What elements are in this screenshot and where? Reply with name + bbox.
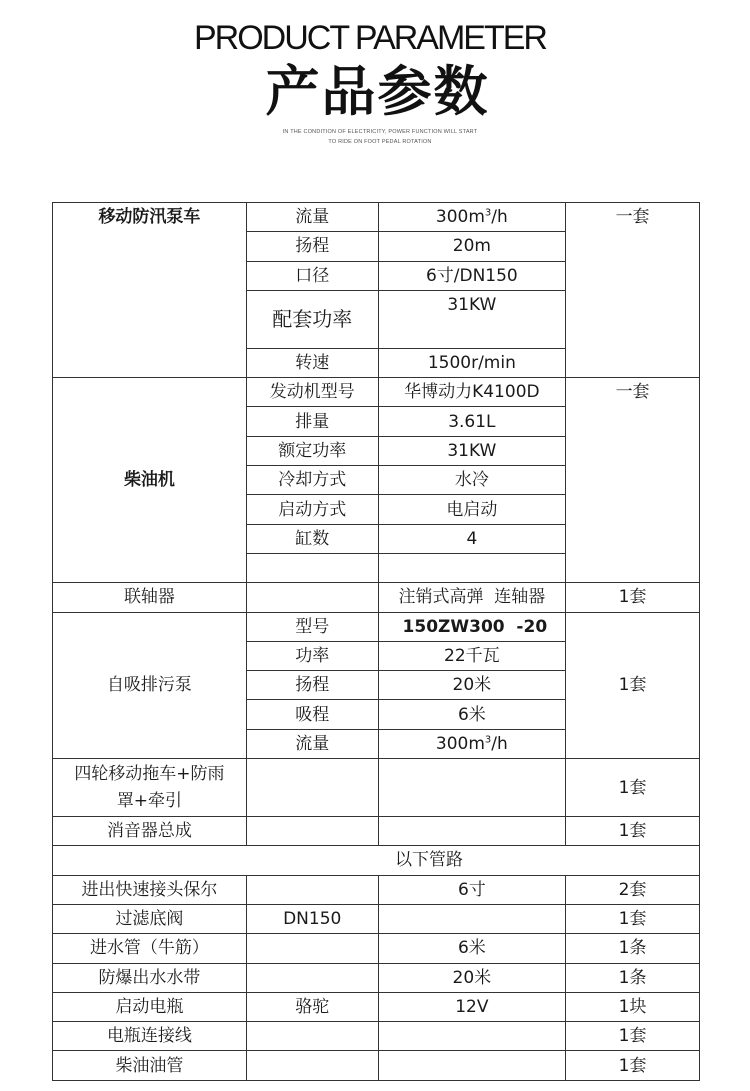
pipe-name: 启动电瓶 — [53, 992, 247, 1021]
diesel-qty: 一套 — [566, 378, 700, 583]
param-cell: 缸数 — [246, 524, 378, 553]
table-row — [53, 992, 700, 1021]
pipes-header: 以下管路 — [53, 846, 700, 875]
pipe-spec — [246, 875, 378, 904]
value-cell: $300m^3/h$ — [378, 203, 566, 232]
pipe-qty: 1条 — [566, 963, 700, 992]
pipe-value: 20米 — [378, 963, 566, 992]
pipe-qty: 1条 — [566, 934, 700, 963]
value-cell: 31KW — [378, 290, 566, 348]
self-priming-qty: 1套 — [566, 612, 700, 758]
table-row — [53, 1022, 700, 1051]
value-cell: 3.61L — [378, 407, 566, 436]
pipe-name: 柴油油管 — [53, 1051, 247, 1080]
pipe-name: 过滤底阀 — [53, 904, 247, 933]
value-cell: 6寸/DN150 — [378, 261, 566, 290]
param-cell: 冷却方式 — [246, 466, 378, 495]
param-cell: 排量 — [246, 407, 378, 436]
table-row — [53, 934, 700, 963]
muffler-qty: 1套 — [566, 817, 700, 846]
note-line-1: IN THE CONDITION OF ELECTRICITY, POWER FUNCTION WILL START — [282, 129, 478, 135]
pipe-name: 进水管（牛筋） — [53, 934, 247, 963]
coupling-name: 联轴器 — [53, 583, 247, 612]
note-line-2: TO RIDE ON FOOT PEDAL ROTATION — [328, 139, 432, 145]
param-cell — [246, 817, 378, 846]
pipe-spec: DN150 — [246, 904, 378, 933]
pipe-spec — [246, 1022, 378, 1051]
value-cell — [378, 553, 566, 582]
param-cell: 型号 — [246, 612, 378, 641]
param-cell: 口径 — [246, 261, 378, 290]
value-cell: 水冷 — [378, 466, 566, 495]
page-header — [0, 0, 750, 200]
pump-truck-qty: 一套 — [566, 203, 700, 378]
value-cell: 1500r/min — [378, 348, 566, 377]
pipe-value — [378, 1022, 566, 1051]
value-cell: 电启动 — [378, 495, 566, 524]
param-cell: 功率 — [246, 641, 378, 670]
value-cell: 20米 — [378, 671, 566, 700]
parameter-table — [52, 202, 700, 1081]
value-cell: 22千瓦 — [378, 641, 566, 670]
value-cell: 150ZW300 -20 — [378, 612, 566, 641]
pipe-qty: 1套 — [566, 904, 700, 933]
value-cell: $300m^3/h$ — [378, 729, 566, 758]
param-cell: 流量 — [246, 729, 378, 758]
param-cell: 额定功率 — [246, 436, 378, 465]
table-row — [53, 1051, 700, 1080]
table-row — [53, 846, 700, 875]
pipe-value: 6米 — [378, 934, 566, 963]
pipe-qty: 1套 — [566, 1022, 700, 1051]
value-cell: 31KW — [378, 436, 566, 465]
table-row — [53, 875, 700, 904]
value-cell: 20m — [378, 232, 566, 261]
self-priming-name: 自吸排污泵 — [53, 612, 247, 758]
table-row — [53, 817, 700, 846]
muffler-name: 消音器总成 — [53, 817, 247, 846]
table-row — [53, 583, 700, 612]
pump-truck-name: 移动防汛泵车 — [53, 203, 247, 378]
param-cell: 启动方式 — [246, 495, 378, 524]
param-cell — [246, 583, 378, 612]
pipe-name: 进出快速接头保尔 — [53, 875, 247, 904]
pipe-name: 防爆出水水带 — [53, 963, 247, 992]
trailer-name: 四轮移动拖车+防雨罩+牵引 — [53, 759, 247, 817]
pipe-value: 6寸 — [378, 875, 566, 904]
pipe-qty: 2套 — [566, 875, 700, 904]
value-cell: 华博动力K4100D — [378, 378, 566, 407]
param-cell: 发动机型号 — [246, 378, 378, 407]
coupling-value: 注销式高弹 连轴器 — [378, 583, 566, 612]
table-row — [53, 378, 700, 407]
param-cell: 吸程 — [246, 700, 378, 729]
diesel-name: 柴油机 — [53, 378, 247, 583]
table-row — [53, 612, 700, 641]
param-cell: 扬程 — [246, 671, 378, 700]
param-cell: 扬程 — [246, 232, 378, 261]
param-cell: 配套功率 — [246, 290, 378, 348]
value-cell — [378, 817, 566, 846]
pipe-name: 电瓶连接线 — [53, 1022, 247, 1051]
table-row — [53, 759, 700, 817]
value-cell: 6米 — [378, 700, 566, 729]
pipe-spec — [246, 963, 378, 992]
param-cell: 流量 — [246, 203, 378, 232]
value-cell: 4 — [378, 524, 566, 553]
pipe-qty: 1套 — [566, 1051, 700, 1080]
pipe-spec — [246, 1051, 378, 1080]
pipe-spec: 骆驼 — [246, 992, 378, 1021]
table-row — [53, 963, 700, 992]
param-cell: 转速 — [246, 348, 378, 377]
pipe-value: 12V — [378, 992, 566, 1021]
value-cell — [378, 759, 566, 817]
table-row — [53, 904, 700, 933]
coupling-qty: 1套 — [566, 583, 700, 612]
param-cell — [246, 553, 378, 582]
pipe-qty: 1块 — [566, 992, 700, 1021]
table-row — [53, 203, 700, 232]
pipe-value — [378, 1051, 566, 1080]
param-cell — [246, 759, 378, 817]
pipe-spec — [246, 934, 378, 963]
title-en: PRODUCT PARAMETER — [193, 19, 546, 57]
pipe-value — [378, 904, 566, 933]
title-cn: 产品参数 — [265, 60, 490, 123]
trailer-qty: 1套 — [566, 759, 700, 817]
